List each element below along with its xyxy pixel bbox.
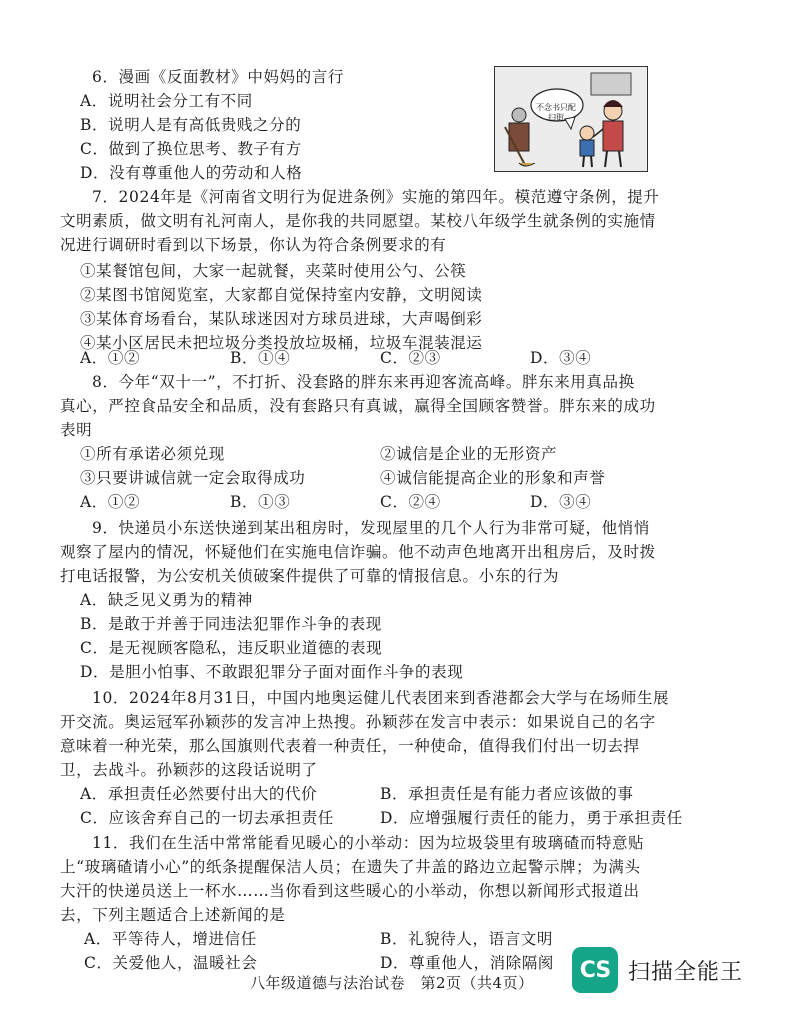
q9-line-1: 9．快递员小东送快递到某出租房时，发现屋里的几个人行为非常可疑，他悄悄	[92, 519, 650, 537]
q6-option-b: B．说明人是有高低贵贱之分的	[80, 116, 302, 134]
camscanner-label: 扫描全能王	[628, 959, 744, 985]
q9-option-b: B．是敢于并善于同违法犯罪作斗争的表现	[80, 615, 382, 633]
q10-option-c: C．应该舍弃自己的一切去承担责任	[80, 809, 334, 827]
q7-item-3: ③某体育场看台，某队球迷因对方球员进球，大声喝倒彩	[80, 310, 483, 328]
q11-line-3: 大汗的快递员送上一杯水……当你看到这些暖心的小举动，你想以新闻形式报道出	[60, 882, 640, 900]
q10-line-4: 卫，去战斗。孙颖莎的这段话说明了	[60, 761, 318, 779]
q8-choice-c: C．②④	[380, 493, 441, 511]
q7-line-2: 文明素质，做文明有礼河南人，是你我的共同愿望。某校八年级学生就条例的实施情	[60, 212, 656, 230]
q8-line-3: 表明	[60, 421, 93, 439]
q11-line-1: 11．我们在生活中常常能看见暖心的小举动：因为垃圾袋里有玻璃碴而特意贴	[92, 834, 645, 852]
q8-line-1: 8．今年“双十一”，不打折、没套路的胖东来再迎客流高峰。胖东来用真品换	[92, 373, 635, 391]
camscanner-watermark	[572, 945, 772, 995]
q11-option-a: A．平等待人，增进信任	[84, 930, 257, 948]
q9-option-c: C．是无视顾客隐私，违反职业道德的表现	[80, 639, 383, 657]
q9-line-2: 观察了屋内的情况，怀疑他们在实施电信诈骗。他不动声色地离开出租房后，及时拨	[60, 543, 656, 561]
q11-option-d: D．尊重他人，消除隔阂	[380, 954, 555, 972]
q9-option-a: A．缺乏见义勇为的精神	[80, 591, 253, 609]
q11-line-4: 去，下列主题适合上述新闻的是	[60, 906, 286, 924]
q10-line-3: 意味着一种光荣，那么国旗则代表着一种责任，一种使命，值得我们付出一切去捍	[60, 737, 640, 755]
q10-option-a: A．承担责任必然要付出大的代价	[80, 785, 318, 803]
page-footer: 八年级道德与法治试卷 第2页（共4页）	[250, 974, 534, 992]
q8-item-3: ③只要讲诚信就一定会取得成功	[80, 469, 306, 487]
q7-item-2: ②某图书馆阅览室，大家都自觉保持室内安静，文明阅读	[80, 286, 483, 304]
q10-option-b: B．承担责任是有能力者应该做的事	[380, 785, 634, 803]
q8-choice-a: A．①②	[80, 493, 141, 511]
q10-option-d: D．应增强履行责任的能力，勇于承担责任	[380, 809, 683, 827]
q7-item-4: ④某小区居民未把垃圾分类投放垃圾桶，垃圾车混装混运	[80, 334, 483, 352]
q7-choice-b: B．①④	[230, 349, 291, 367]
q8-item-2: ②诚信是企业的无形资产	[380, 445, 558, 463]
q11-option-b: B．礼貌待人，语言文明	[380, 930, 553, 948]
q11-option-c: C．关爱他人，温暖社会	[84, 954, 258, 972]
q8-choice-d: D．③④	[530, 493, 592, 511]
q7-choice-a: A．①②	[80, 349, 141, 367]
q6-stem: 6．漫画《反面教材》中妈妈的言行	[92, 68, 344, 86]
q8-line-2: 真心，严控食品安全和品质，没有套路只有真诚，赢得全国顾客赞誉。胖东来的成功	[60, 397, 656, 415]
q10-line-1: 10．2024年8月31日，中国内地奥运健儿代表团来到香港都会大学与在场师生展	[92, 689, 670, 707]
q9-option-d: D．是胆小怕事、不敢跟犯罪分子面对面作斗争的表现	[80, 663, 464, 681]
q8-choice-b: B．①③	[230, 493, 291, 511]
q9-line-3: 打电话报警，为公安机关侦破案件提供了可靠的情报信息。小东的行为	[60, 567, 560, 585]
q7-choice-c: C．②③	[380, 349, 441, 367]
q8-item-1: ①所有承诺必须兑现	[80, 445, 225, 463]
q11-line-2: 上“玻璃碴请小心”的纸条提醒保洁人员；在遗失了井盖的路边立起警示牌；为满头	[60, 858, 641, 876]
q7-line-3: 况进行调研时看到以下场景，你认为符合条例要求的有	[60, 236, 447, 254]
q10-line-2: 开交流。奥运冠军孙颖莎的发言冲上热搜。孙颖莎在发言中表示：如果说自己的名字	[60, 713, 656, 731]
q7-choice-d: D．③④	[530, 349, 592, 367]
q7-line-1: 7．2024年是《河南省文明行为促进条例》实施的第四年。模范遵守条例，提升	[92, 188, 660, 206]
q6-option-d: D．没有尊重他人的劳动和人格	[80, 164, 303, 182]
q6-option-c: C．做到了换位思考、教子有方	[80, 140, 302, 158]
camscanner-logo-icon: CS	[572, 947, 618, 993]
q8-item-4: ④诚信能提高企业的形象和声誉	[380, 469, 606, 487]
q6-option-a: A．说明社会分工有不同	[80, 92, 253, 110]
cartoon-speech-text: 不念书只配扫街	[536, 103, 576, 122]
q7-item-1: ①某餐馆包间，大家一起就餐，夹菜时使用公勺、公筷	[80, 262, 467, 280]
